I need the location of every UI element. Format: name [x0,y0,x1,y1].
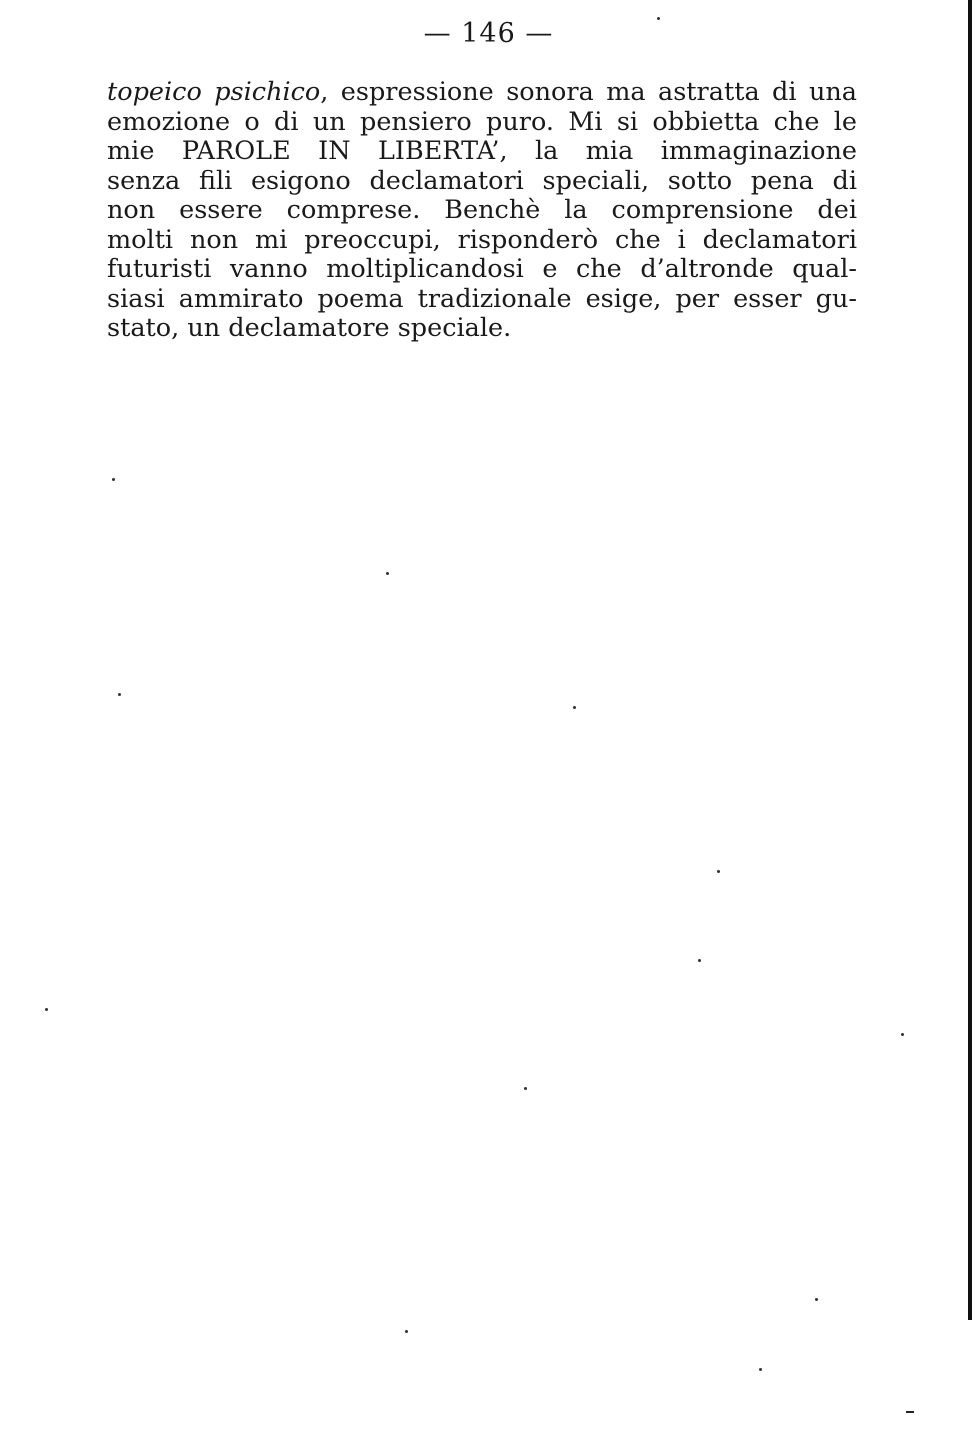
page-edge-rule [968,0,972,1320]
scan-mark [906,1411,914,1413]
text-line-3: mie PAROLE IN LIBERTA’, la mia immaginazione [107,136,857,166]
scan-speck [524,1087,527,1090]
text-line-2: emozione o di un pensiero puro. Mi si obbietta che le [107,106,857,137]
scan-speck [717,870,720,873]
scan-speck [901,1033,904,1036]
italic-phrase: topeico psichico [107,77,321,107]
scan-speck [112,478,115,481]
text-line-7: futuristi vanno moltiplicandosi e che d’altronde qual- [107,254,857,284]
scan-speck [573,706,576,709]
scan-speck [759,1368,762,1371]
scan-speck [405,1330,408,1333]
scan-speck [815,1298,818,1301]
body-paragraph [107,78,857,344]
scan-speck [698,959,701,962]
text-line-6: molti non mi preoccupi, risponderò che i declamatori [107,224,857,255]
text-line-1-rest: , espressione sonora ma astratta di una [320,77,858,107]
scan-speck [386,572,389,575]
text-line-8: siasi ammirato poema tradizionale esige, per esser gu- [107,283,857,314]
text-line-9: stato, un declamatore speciale. [107,313,512,343]
scan-speck [118,693,121,696]
text-line-4: senza fili esigono declamatori speciali, sotto pena di [107,165,857,196]
scan-speck [45,1008,48,1011]
scan-speck [657,17,660,20]
page-number: — 146 — [423,18,554,49]
text-line-1 [107,78,857,108]
text-line-5: non essere comprese. Benchè la comprensione dei [107,195,857,225]
